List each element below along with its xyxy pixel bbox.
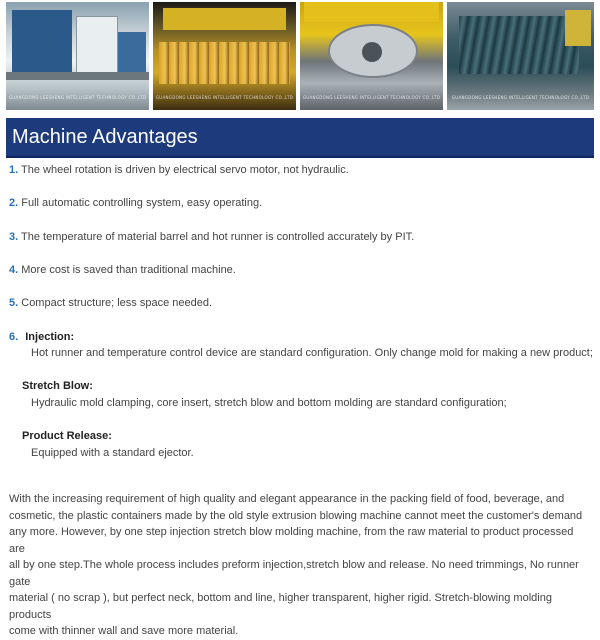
advantage-item [9, 196, 262, 210]
item-text: The wheel rotation is driven by electrical servo motor, not hydraulic. [21, 164, 349, 176]
advantage-item [9, 163, 349, 177]
advantage-item [9, 330, 74, 344]
item-text: Injection: [25, 331, 75, 343]
item-number: 6. [9, 331, 19, 343]
photo-strip [6, 2, 594, 110]
stretch-blow-detail: Hydraulic mold clamping, core insert, stretch blow and bottom molding are standard configuration; [31, 397, 507, 409]
advantage-item [9, 296, 212, 310]
description-paragraph [9, 491, 591, 640]
machine-photo-3 [300, 2, 443, 110]
product-release-detail: Equipped with a standard ejector. [31, 447, 194, 459]
paragraph-line: With the increasing requirement of high quality and elegant appearance in the packing field of food, beverage, and [9, 493, 565, 505]
stretch-blow-title: Stretch Blow: [22, 380, 93, 392]
item-text: More cost is saved than traditional machine. [21, 264, 236, 276]
item-number: 1. [9, 164, 19, 176]
item-number: 3. [9, 231, 19, 243]
item-number: 4. [9, 264, 19, 276]
paragraph-line: any more. However, by one step injection stretch blow molding machine, from the raw material to product processed are [9, 526, 574, 555]
item-number: 2. [9, 197, 19, 209]
paragraph-line: material ( no scrap ), but perfect neck, bottom and line, higher transparent, higher rigid. Stretch-blowing molding products [9, 592, 552, 621]
injection-detail: Hot runner and temperature control device are standard configuration. Only change mold for making a new product; [31, 347, 593, 359]
item-text: The temperature of material barrel and hot runner is controlled accurately by PIT. [21, 231, 415, 243]
photo-caption: GUANGDONG LEESHENG INTELLIGENT TECHNOLOGY CO.,LTD [155, 95, 294, 100]
paragraph-line: come with thinner wall and save more material. [9, 625, 239, 637]
item-number: 5. [9, 297, 19, 309]
machine-photo-2 [153, 2, 296, 110]
section-header [6, 118, 594, 158]
photo-caption: GUANGDONG LEESHENG INTELLIGENT TECHNOLOGY CO.,LTD [8, 95, 147, 100]
machine-photo-1 [6, 2, 149, 110]
paragraph-line: cosmetic, the plastic containers made by the old style extrusion blowing machine cannot meet the customer's demand [9, 509, 583, 522]
photo-caption: GUANGDONG LEESHENG INTELLIGENT TECHNOLOGY CO.,LTD [451, 95, 590, 100]
photo-caption: GUANGDONG LEESHENG INTELLIGENT TECHNOLOGY CO.,LTD [302, 95, 441, 100]
section-title: Machine Advantages [12, 126, 198, 148]
machine-photo-4 [447, 2, 594, 110]
item-text: Compact structure; less space needed. [21, 297, 213, 309]
paragraph-line: all by one step.The whole process includes preform injection,stretch blow and release. No need trimmings, No runner gate [9, 559, 579, 588]
product-release-title: Product Release: [22, 430, 112, 442]
advantage-item [9, 263, 236, 277]
item-text: Full automatic controlling system, easy operating. [21, 197, 263, 209]
advantage-item [9, 230, 414, 244]
